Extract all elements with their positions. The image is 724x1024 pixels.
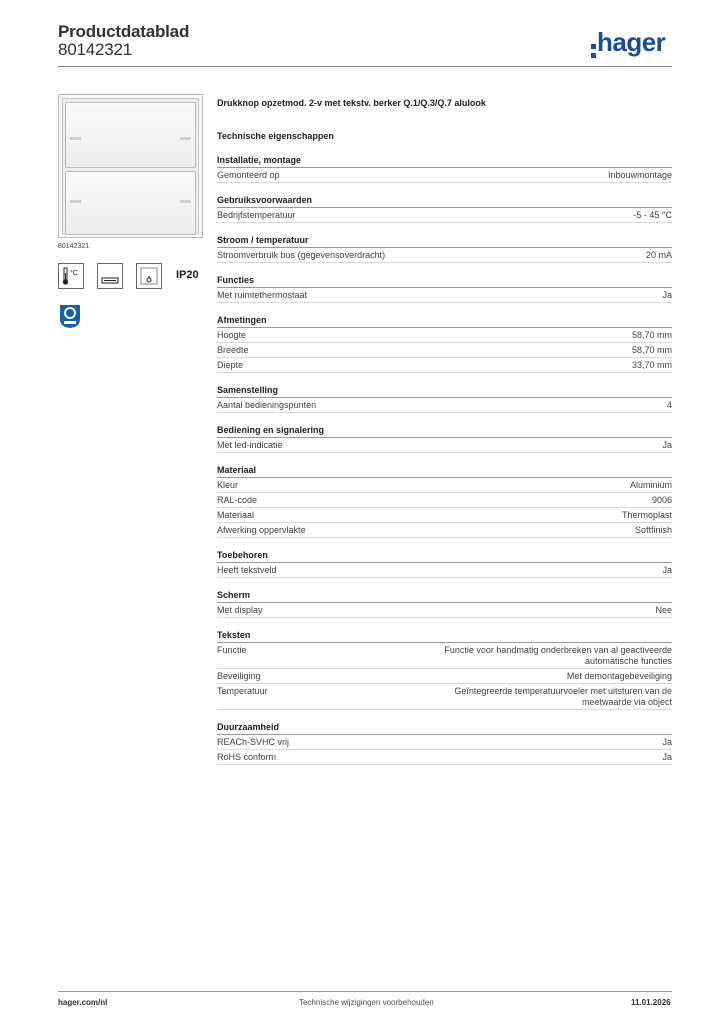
footer-website-link[interactable]: hager.com/nl <box>58 998 108 1007</box>
spec-section <box>217 548 672 578</box>
spec-value: 20 mA <box>645 250 672 260</box>
spec-label: Materiaal <box>217 510 255 520</box>
spec-value: 58,70 mm <box>631 345 672 355</box>
section-heading: Bediening en signalering <box>217 423 672 438</box>
spec-value: Nee <box>655 605 672 615</box>
page-title: Productdatablad <box>58 22 190 41</box>
ral-badge-icon <box>58 303 82 329</box>
spec-value: Ja <box>662 737 672 747</box>
spec-label: RoHS conform <box>217 752 277 762</box>
spec-row <box>217 508 672 523</box>
footer-date: 11.01.2026 <box>631 998 671 1007</box>
spec-row <box>217 398 672 413</box>
spec-label: Heeft tekstveld <box>217 565 277 575</box>
section-heading: Scherm <box>217 588 672 603</box>
section-heading: Materiaal <box>217 463 672 478</box>
spec-panel <box>217 92 672 765</box>
section-heading: Afmetingen <box>217 313 672 328</box>
header-divider <box>58 66 672 67</box>
spec-section <box>217 233 672 263</box>
rocker-bottom <box>65 171 196 235</box>
spec-label: REACh-SVHC vrij <box>217 737 290 747</box>
spec-value: Thermoplast <box>621 510 672 520</box>
section-heading: Gebruiksvoorwaarden <box>217 193 672 208</box>
spec-row <box>217 493 672 508</box>
spec-label: Temperatuur <box>217 686 268 696</box>
spec-row <box>217 438 672 453</box>
spec-row <box>217 750 672 765</box>
spec-value: Geïntegreerde temperatuurvoeler met uitsturen van de meetwaarde via object <box>454 686 672 707</box>
section-heading: Teksten <box>217 628 672 643</box>
spec-section <box>217 588 672 618</box>
spec-label: Bedrijfstemperatuur <box>217 210 296 220</box>
spec-value: Ja <box>662 752 672 762</box>
spec-label: Functie <box>217 645 247 655</box>
spec-label: Kleur <box>217 480 239 490</box>
spec-value: Ja <box>662 290 672 300</box>
footer-disclaimer: Technische wijzigingen voorbehouden <box>299 998 434 1007</box>
section-heading: Functies <box>217 273 672 288</box>
spec-section <box>217 463 672 538</box>
spec-label: Gemonteerd op <box>217 170 280 180</box>
spec-value: Ja <box>662 440 672 450</box>
spec-value: -5 - 45 °C <box>633 210 672 220</box>
spec-section <box>217 423 672 453</box>
svg-text:°C: °C <box>70 270 78 277</box>
tech-heading: Technische eigenschappen <box>217 131 334 141</box>
image-caption: 80142321 <box>58 243 90 250</box>
spec-label: Hoogte <box>217 330 247 340</box>
section-heading: Stroom / temperatuur <box>217 233 672 248</box>
section-heading: Toebehoren <box>217 548 672 563</box>
spec-value: Ja <box>662 565 672 575</box>
spec-section <box>217 628 672 710</box>
spec-row <box>217 288 672 303</box>
spec-row <box>217 643 672 669</box>
spec-row <box>217 248 672 263</box>
spec-label: Aantal bedieningspunten <box>217 400 317 410</box>
spec-value: 58,70 mm <box>631 330 672 340</box>
spec-row <box>217 208 672 223</box>
spec-section <box>217 153 672 183</box>
rocker-top <box>65 102 196 168</box>
spec-label: Diepte <box>217 360 244 370</box>
room-sensor-icon <box>136 263 162 289</box>
spec-row <box>217 343 672 358</box>
spec-row <box>217 669 672 684</box>
spec-sections <box>217 153 672 765</box>
logo-dots-icon <box>591 44 596 58</box>
spec-section <box>217 313 672 373</box>
section-heading: Installatie, montage <box>217 153 672 168</box>
spec-section <box>217 193 672 223</box>
spec-label: RAL-code <box>217 495 258 505</box>
spec-label: Met display <box>217 605 263 615</box>
device-frame <box>62 98 199 234</box>
ip-rating: IP20 <box>176 269 199 281</box>
spec-row <box>217 684 672 710</box>
spec-section <box>217 383 672 413</box>
spec-section <box>217 273 672 303</box>
spec-label: Met led-indicatie <box>217 440 283 450</box>
spec-row <box>217 563 672 578</box>
display-panel-icon <box>97 263 123 289</box>
spec-value: 4 <box>666 400 672 410</box>
spec-row <box>217 168 672 183</box>
temperature-celsius-icon <box>58 263 84 289</box>
article-number: 80142321 <box>58 40 133 59</box>
section-heading: Duurzaamheid <box>217 720 672 735</box>
spec-value: Softfinish <box>634 525 672 535</box>
spec-row <box>217 603 672 618</box>
product-name: Drukknop opzetmod. 2-v met tekstv. berker Q.1/Q.3/Q.7 alulook <box>217 98 486 108</box>
brand-name: hager <box>597 27 666 57</box>
spec-row <box>217 735 672 750</box>
spec-row <box>217 478 672 493</box>
spec-section <box>217 720 672 765</box>
spec-value: Met demontagebeveiliging <box>566 671 672 681</box>
spec-row <box>217 328 672 343</box>
spec-value: Functie voor handmatig onderbreken van al geactiveerde automatische functies <box>444 645 672 666</box>
spec-value: 9006 <box>651 495 672 505</box>
spec-label: Afwerking oppervlakte <box>217 525 306 535</box>
spec-row <box>217 358 672 373</box>
spec-label: Breedte <box>217 345 249 355</box>
section-heading: Samenstelling <box>217 383 672 398</box>
spec-value: Aluminium <box>629 480 672 490</box>
spec-value: Inbouwmontage <box>607 170 672 180</box>
spec-label: Stroomverbruik bus (gegevensoverdracht) <box>217 250 386 260</box>
spec-row <box>217 523 672 538</box>
spec-value: 33,70 mm <box>631 360 672 370</box>
product-image <box>58 94 203 238</box>
spec-label: Beveiliging <box>217 671 261 681</box>
footer-divider <box>58 991 672 992</box>
brand-logo[interactable] <box>591 29 665 58</box>
spec-label: Met ruimtethermostaat <box>217 290 308 300</box>
